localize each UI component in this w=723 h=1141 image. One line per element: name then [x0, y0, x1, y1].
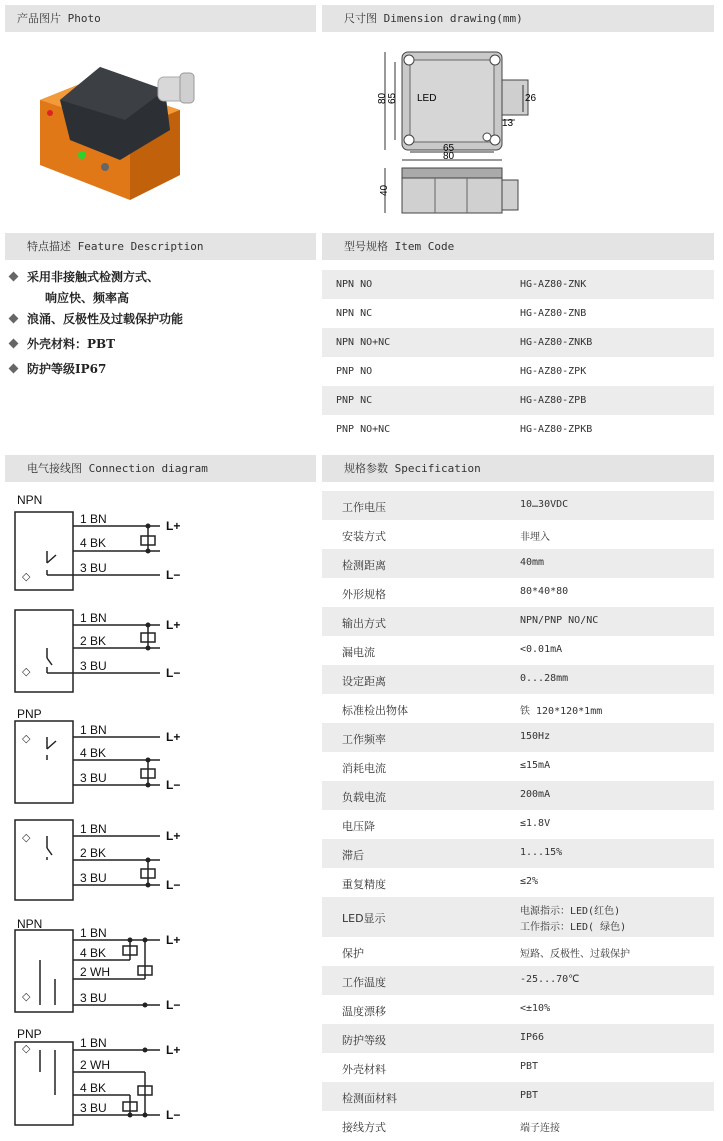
- feature-item: 浪涌、反极性及过载保护功能: [10, 310, 183, 327]
- spec-row: [322, 897, 714, 937]
- feature-item: 采用非接触式检测方式、: [10, 268, 159, 285]
- spec-row: [322, 607, 714, 636]
- spec-row: [322, 966, 714, 995]
- l-plus-label: L+: [166, 618, 181, 632]
- item-code-row: PNP NC HG-AZ80-ZPB: [322, 386, 714, 415]
- spec-value: <±10%: [520, 1003, 551, 1014]
- spec-key: 重复精度: [342, 877, 386, 891]
- svg-text:◇: ◇: [22, 991, 31, 1003]
- spec-row: [322, 578, 714, 607]
- wire-label: 1 BN: [80, 611, 107, 625]
- wire-label: 2 WH: [80, 965, 110, 979]
- spec-value: 10…30VDC: [520, 499, 569, 510]
- connection-header: 电气接线图 Connection diagram: [5, 455, 316, 482]
- depth-40-label: 40: [379, 184, 390, 196]
- spec-row: [322, 665, 714, 694]
- spec-key: LED显示: [342, 912, 386, 925]
- spec-row: [322, 723, 714, 752]
- dimension-drawing: [375, 40, 555, 220]
- spec-value: ≤1.8V: [520, 818, 551, 829]
- l-minus-label: L−: [166, 1108, 181, 1122]
- l-plus-label: L+: [166, 1043, 181, 1057]
- svg-text:◇: ◇: [22, 733, 31, 745]
- spec-row: [322, 1053, 714, 1082]
- l-minus-label: L−: [166, 998, 181, 1012]
- diamond-bullet-icon: [9, 364, 19, 374]
- spec-value: ≤2%: [520, 876, 539, 887]
- spec-row: [322, 1024, 714, 1053]
- spec-key: 外形规格: [342, 587, 386, 601]
- spec-value: 80*40*80: [520, 586, 569, 597]
- spec-key: 工作温度: [342, 975, 386, 989]
- width-80-label: 80: [443, 151, 455, 162]
- spec-value: NPN/PNP NO/NC: [520, 615, 599, 626]
- connection-diagrams: [0, 485, 320, 1135]
- spec-key: 工作电压: [342, 500, 386, 514]
- spec-key: 防护等级: [342, 1033, 386, 1047]
- spec-key: 检测面材料: [342, 1091, 397, 1105]
- spec-value: 端子连接: [520, 1123, 560, 1134]
- spec-row: [322, 995, 714, 1024]
- dimension-header: 尺寸图 Dimension drawing(mm): [322, 5, 714, 32]
- spec-row: [322, 752, 714, 781]
- spec-value: <0.01mA: [520, 644, 563, 655]
- npn-label: NPN: [17, 493, 43, 507]
- spec-value: IP66: [520, 1032, 545, 1043]
- spec-key: 安装方式: [342, 529, 386, 543]
- wire-label: 4 BK: [80, 946, 107, 960]
- wire-label: 2 BK: [80, 634, 107, 648]
- wire-label: 4 BK: [80, 1081, 107, 1095]
- diamond-bullet-icon: [9, 272, 19, 282]
- spec-row: [322, 636, 714, 665]
- spec-key: 漏电流: [342, 645, 375, 659]
- wire-label: 3 BU: [80, 659, 107, 673]
- wire-label: 1 BN: [80, 926, 107, 940]
- spec-value: 短路、反极性、过载保护: [520, 949, 630, 960]
- svg-text:◇: ◇: [22, 666, 31, 678]
- height-80-label: 80: [377, 92, 388, 104]
- npn-label: NPN: [17, 917, 43, 931]
- diamond-bullet-icon: [9, 339, 19, 349]
- l-minus-label: L−: [166, 778, 181, 792]
- spec-key: 消耗电流: [342, 761, 386, 775]
- spec-row: [322, 520, 714, 549]
- spec-value-line2: 工作指示：LED( 绿色): [520, 922, 627, 933]
- wire-label: 1 BN: [80, 822, 107, 836]
- feature-header: 特点描述 Feature Description: [5, 233, 316, 260]
- wire-label: 4 BK: [80, 746, 107, 760]
- l-plus-label: L+: [166, 519, 181, 533]
- spec-value: PBT: [520, 1061, 539, 1072]
- l-minus-label: L−: [166, 666, 181, 680]
- wire-label: 1 BN: [80, 723, 107, 737]
- spec-key: 标准检出物体: [342, 703, 408, 717]
- spec-value: ≤15mA: [520, 760, 551, 771]
- svg-text:◇: ◇: [22, 571, 31, 583]
- item-code-row: PNP NO HG-AZ80-ZPK: [336, 366, 587, 377]
- item-code-row: NPN NO+NC HG-AZ80-ZNKB: [322, 328, 714, 357]
- spec-value: 电源指示：LED(红色): [520, 906, 621, 917]
- spec-row: [322, 694, 714, 723]
- photo-header: 产品图片 Photo: [5, 5, 316, 32]
- item-code-row: NPN NO HG-AZ80-ZNK: [322, 270, 714, 299]
- spec-key: 设定距离: [342, 674, 386, 688]
- l-minus-label: L−: [166, 568, 181, 582]
- spec-row: [322, 549, 714, 578]
- spec-row: [322, 937, 714, 966]
- item-code-header: 型号规格 Item Code: [322, 233, 714, 260]
- feature-item: 防护等级IP67: [10, 360, 106, 377]
- spec-row: [322, 1111, 714, 1140]
- pnp-label: PNP: [17, 707, 42, 721]
- spec-value: 铁 120*120*1mm: [520, 706, 603, 717]
- spec-value: 200mA: [520, 789, 551, 800]
- l-minus-label: L−: [166, 878, 181, 892]
- wire-label: 3 BU: [80, 771, 107, 785]
- wire-label: 3 BU: [80, 561, 107, 575]
- spec-key: 外壳材料: [342, 1062, 386, 1076]
- wire-label: 4 BK: [80, 536, 107, 550]
- wire-label: 2 WH: [80, 1058, 110, 1072]
- item-code-row: PNP NO+NC HG-AZ80-ZPKB: [336, 424, 593, 435]
- spec-row: [322, 839, 714, 868]
- spec-value: 150Hz: [520, 731, 551, 742]
- product-photo: [30, 55, 210, 205]
- wire-label: 1 BN: [80, 512, 107, 526]
- spec-value: 40mm: [520, 557, 545, 568]
- spec-value: 1...15%: [520, 847, 563, 858]
- svg-text:◇: ◇: [22, 1043, 31, 1055]
- cable-13-label: 13: [502, 118, 514, 129]
- spec-key: 接线方式: [342, 1120, 386, 1134]
- wire-label: 3 BU: [80, 871, 107, 885]
- led-label: LED: [417, 93, 437, 104]
- spec-row: [322, 781, 714, 810]
- spec-key: 滞后: [342, 848, 364, 862]
- wire-label: 1 BN: [80, 1036, 107, 1050]
- sensor-symbol-icon: [22, 571, 31, 1055]
- spec-row: [322, 491, 714, 520]
- svg-text:◇: ◇: [22, 832, 31, 844]
- spec-header: 规格参数 Specification: [322, 455, 714, 482]
- l-plus-label: L+: [166, 730, 181, 744]
- wire-label: 3 BU: [80, 1101, 107, 1115]
- height-65-label: 65: [387, 92, 398, 104]
- wire-label: 2 BK: [80, 846, 107, 860]
- spec-row: [322, 1082, 714, 1111]
- l-plus-label: L+: [166, 829, 181, 843]
- cable-26-label: 26: [525, 93, 537, 104]
- spec-row: [322, 810, 714, 839]
- spec-value: 非埋入: [520, 532, 550, 543]
- spec-value: -25...70℃: [520, 974, 580, 985]
- feature-item-cont: 响应快、频率高: [45, 291, 130, 305]
- feature-item: 外壳材料：PBT: [10, 335, 115, 352]
- spec-value: PBT: [520, 1090, 539, 1101]
- item-code-row: NPN NC HG-AZ80-ZNB: [336, 308, 587, 319]
- spec-key: 温度漂移: [342, 1004, 386, 1018]
- spec-key: 保护: [342, 946, 364, 960]
- spec-key: 检测距离: [342, 558, 386, 572]
- spec-key: 负载电流: [342, 790, 386, 804]
- spec-row: [322, 868, 714, 897]
- spec-key: 电压降: [342, 819, 375, 833]
- pnp-label: PNP: [17, 1027, 42, 1041]
- l-plus-label: L+: [166, 933, 181, 947]
- wire-label: 3 BU: [80, 991, 107, 1005]
- spec-value: 0...28mm: [520, 673, 569, 684]
- width-65-label: 65: [443, 143, 455, 154]
- diamond-bullet-icon: [9, 314, 19, 324]
- spec-key: 输出方式: [342, 616, 386, 630]
- spec-key: 工作频率: [342, 732, 386, 746]
